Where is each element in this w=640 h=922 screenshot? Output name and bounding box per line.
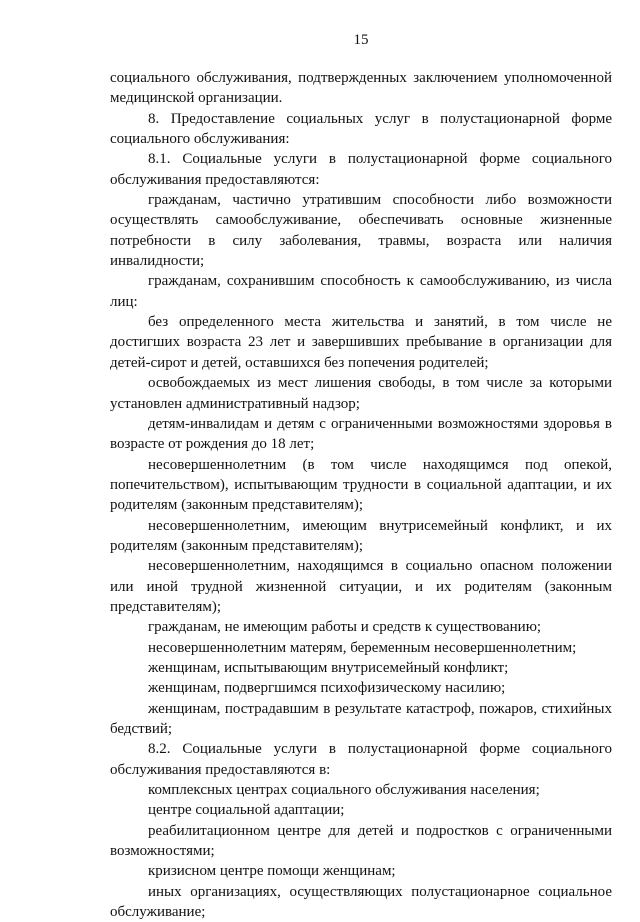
list-item: иных организациях, осуществляющих полустационарное социальное обслуживание; [110,883,612,921]
section-8-heading: 8. Предоставление социальных услуг в полустационарной форме социального обслуживания: [110,110,612,148]
list-item: центре социальной адаптации; [148,802,345,819]
list-item: без определенного места жительства и занятий, в том числе не достигших возраста 23 лет и завершивших пребывание в организации для детей-сирот и детей, оставшихся без попечения родителей; [110,314,612,371]
document-page [110,30,612,922]
list-item: реабилитационном центре для детей и подростков с ограниченными возможностями; [110,822,612,860]
list-item: женщинам, подвергшимся психофизическому насилию; [148,680,506,697]
list-item: несовершеннолетним (в том числе находящимся под опекой, попечительством), испытывающим трудности в социальной адаптации, и их родителям (законным представителям); [110,456,612,514]
list-item: несовершеннолетним, находящимся в социально опасном положении или иной трудной жизненной ситуации, и их родителям (законным представителям); [110,558,612,615]
list-item: освобождаемых из мест лишения свободы, в том числе за которыми установлен административный надзор; [110,375,612,412]
list-item: гражданам, частично утратившим способности либо возможности осуществлять самообслуживание, обеспечивать основные жизненные потребности в силу заболевания, травмы, возраста или наличия инвалидности; [110,192,612,270]
list-item: кризисном центре помощи женщинам; [148,863,396,880]
list-item: несовершеннолетним матерям, беременным несовершеннолетним; [148,639,577,656]
list-item: детям-инвалидам и детям с ограниченными возможностями здоровья в возрасте от рождения до 18 лет; [110,415,612,453]
list-item: несовершеннолетним, имеющим внутрисемейный конфликт, и их родителям (законным представителям); [110,517,612,554]
clause-8-2: 8.2. Социальные услуги в полустационарной форме социального обслуживания предоставляются в: [110,741,612,778]
list-item: комплексных центрах социального обслуживания населения; [148,782,540,799]
list-item: женщинам, испытывающим внутрисемейный конфликт; [148,659,509,676]
page-number: 15 [353,32,369,48]
clause-8-1: 8.1. Социальные услуги в полустационарной форме социального обслуживания предоставляются: [110,151,612,188]
paragraph-continuation: социального обслуживания, подтвержденных заключением уполномоченной медицинской организации. [110,70,612,107]
list-item: женщинам, пострадавшим в результате катастроф, пожаров, стихийных бедствий; [110,700,612,737]
list-item: гражданам, сохранившим способность к самообслуживанию, из числа лиц: [110,273,612,310]
list-item: гражданам, не имеющим работы и средств к существованию; [148,619,542,636]
document-body [110,68,612,922]
